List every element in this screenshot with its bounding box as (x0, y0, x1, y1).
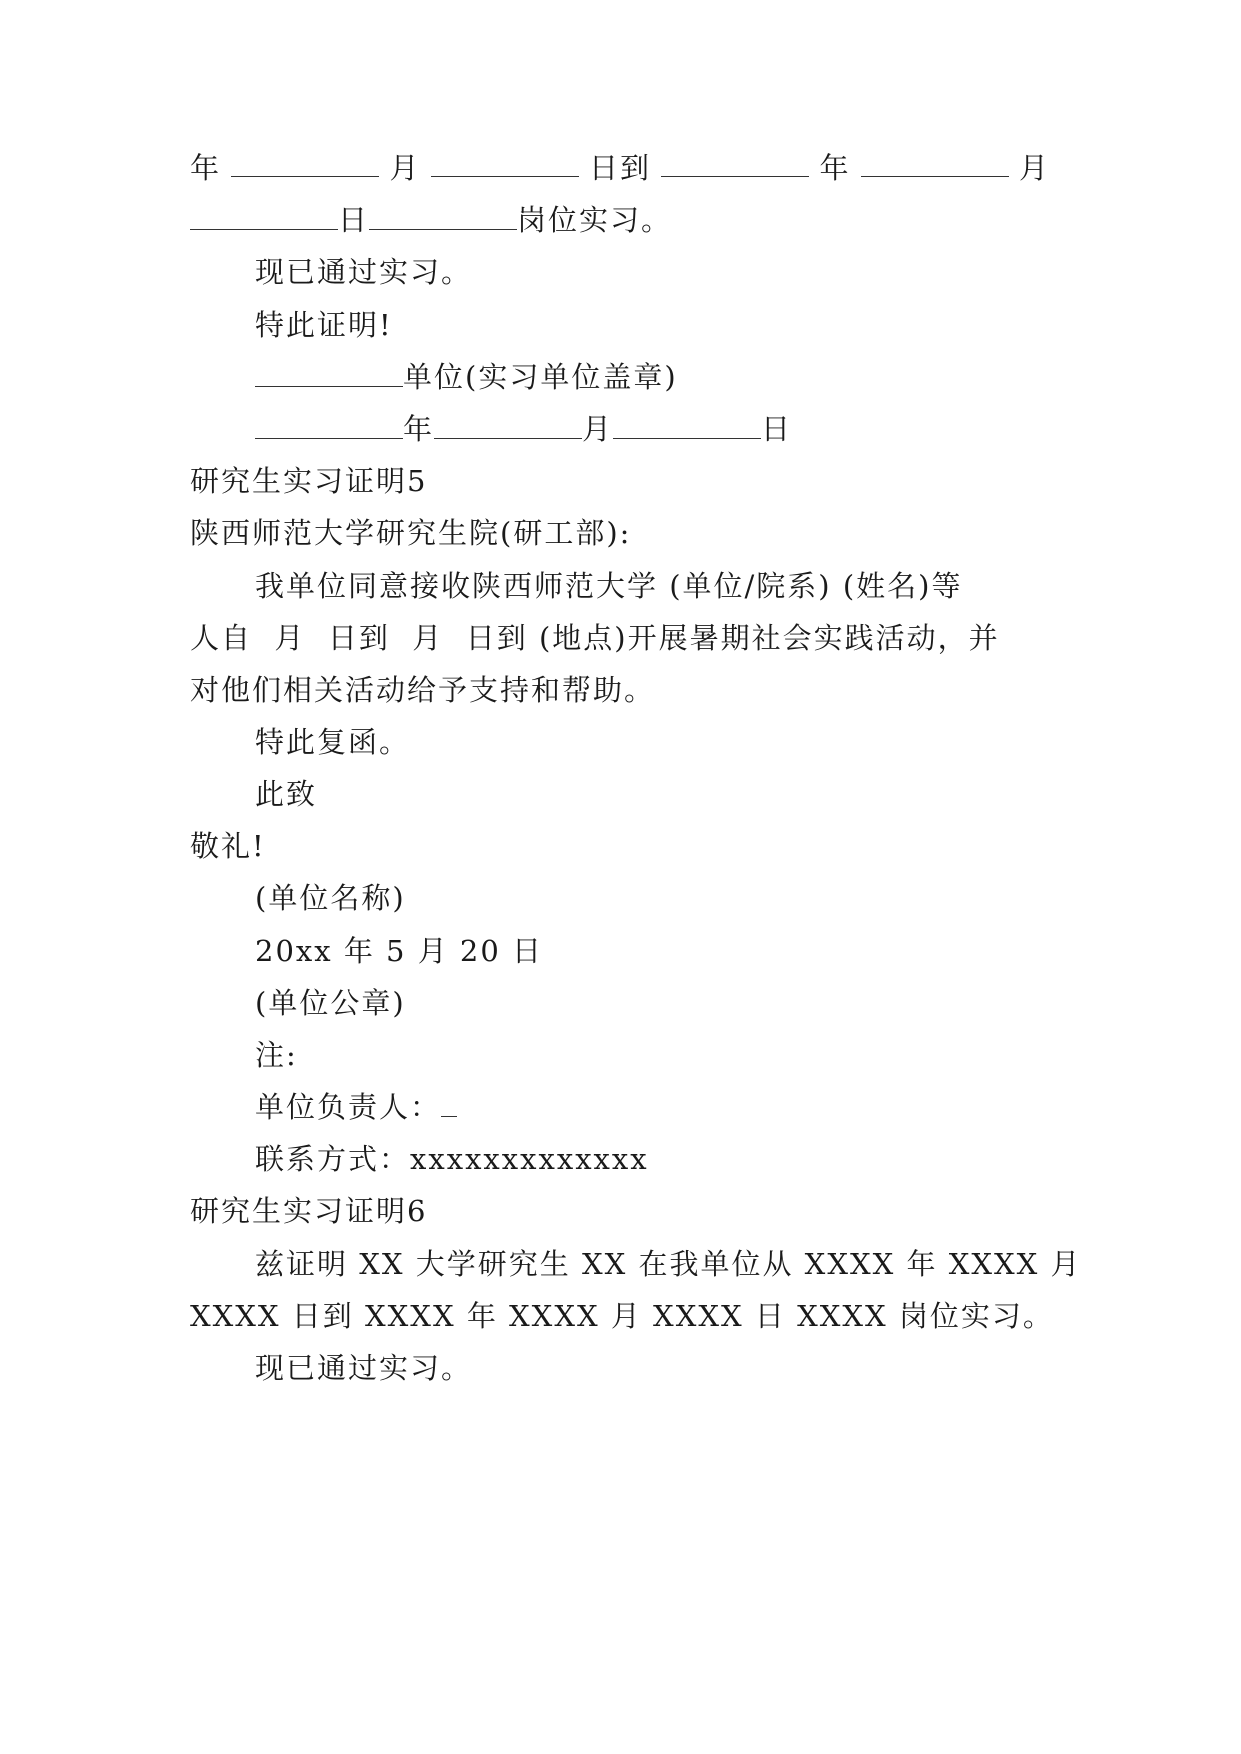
note-label: 注: (255, 1038, 298, 1072)
sign-year-blank (255, 410, 403, 439)
end-day-blank (190, 201, 338, 230)
section-heading-6: 研究生实习证明6 (190, 1194, 428, 1228)
person-blank (441, 1088, 457, 1117)
reply-text: 特此复函。 (255, 725, 411, 759)
year-blank (231, 148, 379, 177)
closing-jingli: 敬礼! (190, 829, 266, 863)
contact-text: 联系方式：xxxxxxxxxxxxx (255, 1142, 649, 1176)
sign-day-blank (613, 410, 761, 439)
paragraph-2-line-3: 现已通过实习。 (255, 1351, 473, 1385)
person-line (255, 1087, 1115, 1127)
passed-text: 现已通过实习。 (255, 255, 473, 289)
paragraph-1-line-3: 对他们相关活动给予支持和帮助。 (190, 673, 656, 707)
unit-blank (255, 358, 403, 387)
end-year-blank (661, 148, 809, 177)
unit-seal-label: 单位(实习单位盖章) (403, 360, 678, 394)
section-heading-5: 研究生实习证明5 (190, 464, 428, 498)
position-line (190, 200, 1050, 240)
person-label: 单位负责人： (255, 1090, 442, 1124)
end-year-label: 年 (819, 151, 851, 185)
month-blank (431, 148, 579, 177)
paragraph-1-line-1: 我单位同意接收陕西师范大学 (单位/院系) (姓名)等 (255, 569, 963, 603)
unit-seal-line (255, 357, 1115, 397)
certify-text: 特此证明! (255, 308, 393, 342)
unit-name: (单位名称) (255, 881, 406, 915)
closing-cizhi: 此致 (255, 777, 318, 811)
position-text: 岗位实习。 (517, 203, 673, 237)
paragraph-2-line-1: 兹证明 XX 大学研究生 XX 在我单位从 XXXX 年 XXXX 月 (255, 1247, 1082, 1281)
end-month-label: 月 (1018, 151, 1050, 185)
end-day-label: 日 (338, 203, 370, 237)
sign-month-blank (434, 410, 582, 439)
letter-date: 20xx 年 5 月 20 日 (255, 934, 544, 968)
paragraph-2-line-2: XXXX 日到 XXXX 年 XXXX 月 XXXX 日 XXXX 岗位实习。 (190, 1299, 1054, 1333)
paragraph-1-line-2: 人自 月 日到 月 日到 (地点)开展暑期社会实践活动，并 (190, 621, 1000, 655)
sign-date-line (255, 409, 1115, 449)
unit-seal: (单位公章) (255, 986, 406, 1020)
year-label: 年 (190, 151, 222, 185)
sign-month-label: 月 (582, 412, 614, 446)
month-label: 月 (389, 151, 421, 185)
position-blank (369, 201, 517, 230)
end-month-blank (861, 148, 1009, 177)
date-range-line (190, 148, 1050, 188)
addressee: 陕西师范大学研究生院(研工部): (190, 516, 632, 550)
sign-year-label: 年 (403, 412, 435, 446)
day-to-label: 日到 (588, 151, 651, 185)
sign-day-label: 日 (761, 412, 793, 446)
